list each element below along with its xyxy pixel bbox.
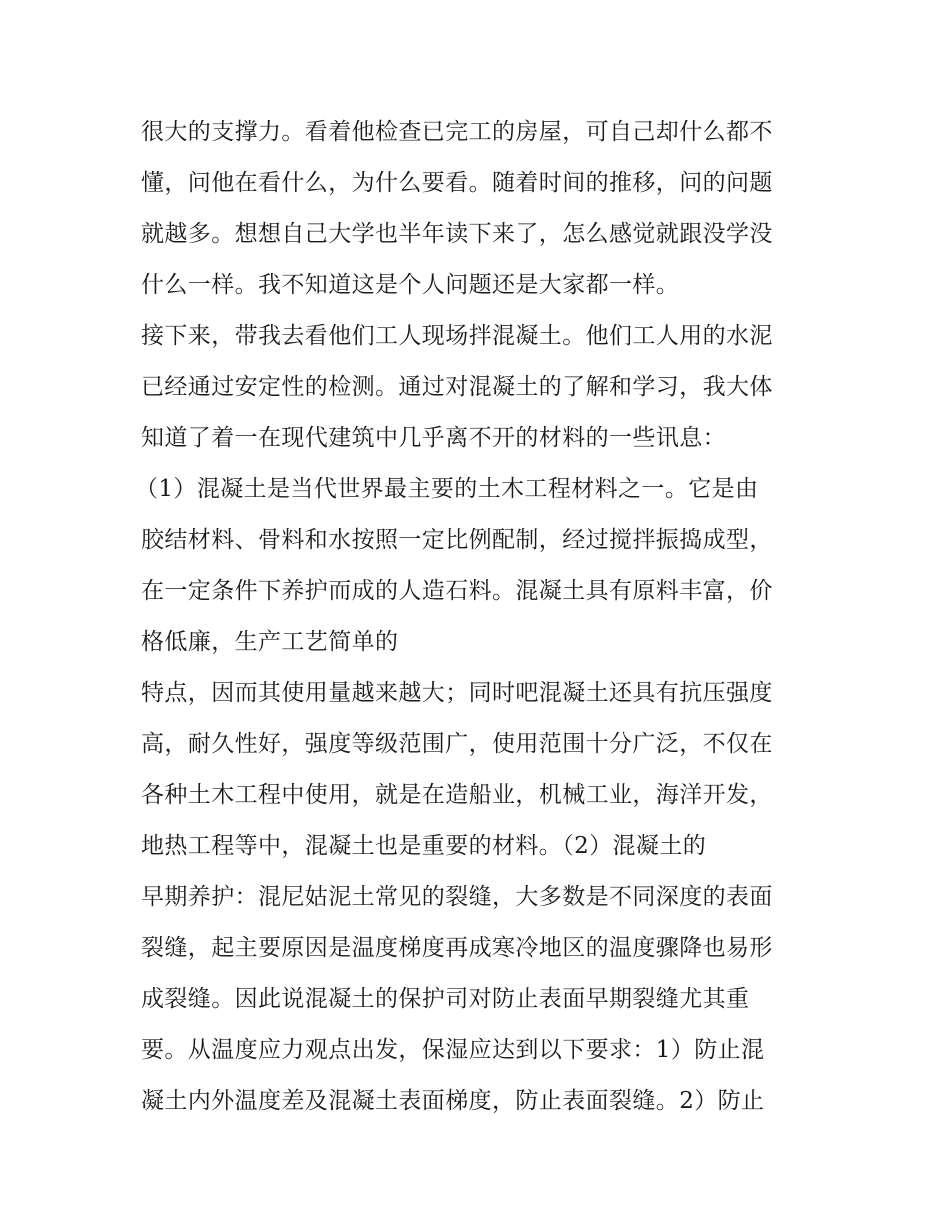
text-line: （1）混凝土是当代世界最主要的土木工程材料之一。它是由 <box>135 476 759 502</box>
text-line: 已经通过安定性的检测。通过对混凝土的了解和学习，我大体 <box>141 374 773 400</box>
text-line: 凝土内外温度差及混凝土表面梯度，防止表面裂缝。2）防止 <box>141 1088 765 1114</box>
text-line: 成裂缝。因此说混凝土的保护司对防止表面早期裂缝尤其重 <box>141 986 750 1012</box>
text-line: 在一定条件下养护而成的人造石料。混凝土具有原料丰富，价 <box>141 578 773 604</box>
text-line: 胶结材料、骨料和水按照一定比例配制，经过搅拌振捣成型， <box>141 527 773 553</box>
text-line: 格低廉，生产工艺简单的 <box>141 629 399 655</box>
text-line: 就越多。想想自己大学也半年读下来了，怎么感觉就跟没学没 <box>141 221 773 247</box>
text-line: 特点，因而其使用量越来越大；同时吧混凝土还具有抗压强度 <box>141 680 773 706</box>
text-line: 很大的支撑力。看着他检查已完工的房屋，可自己却什么都不 <box>141 119 773 145</box>
text-line: 接下来，带我去看他们工人现场拌混凝土。他们工人用的水泥 <box>141 323 773 349</box>
text-line: 早期养护：混尼姑泥土常见的裂缝，大多数是不同深度的表面 <box>141 884 773 910</box>
text-line: 懂，问他在看什么，为什么要看。随着时间的推移，问的问题 <box>141 170 773 196</box>
text-line: 要。从温度应力观点出发，保湿应达到以下要求：1）防止混 <box>141 1037 765 1063</box>
text-line: 各种土木工程中使用，就是在造船业，机械工业，海洋开发， <box>141 782 773 808</box>
text-line: 地热工程等中，混凝土也是重要的材料。（2）混凝土的 <box>141 833 707 859</box>
body-text <box>135 107 821 1127</box>
text-line: 知道了着一在现代建筑中几乎离不开的材料的一些讯息： <box>141 425 726 451</box>
text-line: 什么一样。我不知道这是个人问题还是大家都一样。 <box>141 272 680 298</box>
text-line: 高，耐久性好，强度等级范围广，使用范围十分广泛，不仅在 <box>141 731 773 757</box>
text-line: 裂缝，起主要原因是温度梯度再成寒冷地区的温度骤降也易形 <box>141 935 773 961</box>
